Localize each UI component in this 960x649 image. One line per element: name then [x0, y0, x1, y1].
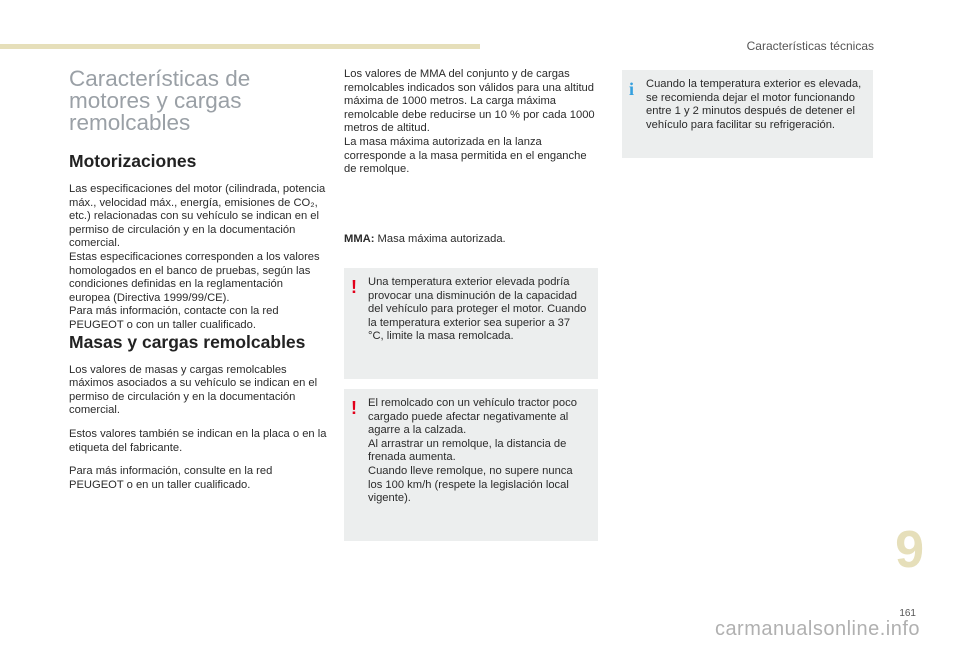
warning-box-towing: [344, 389, 598, 541]
paragraph-masas-1: Los valores de masas y cargas remolcables máximos asociados a su vehículo se indican en el permiso de circulación y en la documentación comercial.: [69, 363, 318, 417]
info-icon: i: [629, 79, 635, 99]
section-header: Características técnicas: [746, 39, 874, 53]
heading-motorizaciones: Motorizaciones: [69, 151, 197, 171]
header-rule: [0, 44, 480, 49]
page-number: 161: [899, 608, 916, 619]
paragraph-motorizaciones: Las especificaciones del motor (cilindrada, potencia máx., velocidad máx., energía, emisiones de CO₂, etc.) relacionadas con su vehículo se indican en el permiso de circulación y en la documentación comercial. Estas especificaciones corresponden a los valores homologados en el banco de pruebas, según las condiciones definidas en la reglamentación europea (Directiva 1999/99/CE). Para más información, contacte con la red PEUGEOT o con un taller cualificado.: [69, 183, 326, 331]
info-box-cooling: [622, 70, 873, 158]
mma-text: Masa máxima autorizada.: [374, 233, 506, 245]
warning-icon: !: [351, 277, 357, 297]
paragraph-masas-2: Estos valores también se indican en la placa o en la etiqueta del fabricante.: [69, 427, 327, 454]
column-middle: [344, 68, 598, 177]
warning-text-temperature: Una temperatura exterior elevada podría provocar una disminución de la capacidad del vehículo para proteger el motor. Cuando la temperatura exterior sea superior a 37 °C, limite la masa remolcada.: [368, 276, 587, 343]
warning-text-towing: El remolcado con un vehículo tractor poco cargado puede afectar negativamente al agarre a la calzada. Al arrastrar un remolque, la distancia de frenada aumenta. Cuando lleve remolque, no supere nunca los 100 km/h (respete la legislación local vigente).: [368, 397, 577, 505]
warning-box-temperature: [344, 268, 598, 379]
info-text-cooling: Cuando la temperatura exterior es elevada, se recomienda dejar el motor funcionando entre 1 y 2 minutos después de detener el vehículo para facilitar su refrigeración.: [646, 78, 862, 131]
chapter-number: 9: [895, 521, 924, 579]
warning-icon: !: [351, 398, 357, 418]
paragraph-mma: Los valores de MMA del conjunto y de cargas remolcables indicados son válidos para una altitud máxima de 1000 metros. La carga máxima remolcable debe reducirse un 10 % por cada 1000 metros de altitud. La masa máxima autorizada en la lanza corresponde a la masa permitida en el enganche de remolque.: [344, 68, 595, 176]
heading-masas: Masas y cargas remolcables: [69, 331, 306, 352]
page-title: Características de motores y cargas remolcables: [69, 66, 251, 135]
column-left: [69, 68, 327, 492]
mma-label: MMA:: [344, 233, 375, 245]
mma-definition: [344, 233, 506, 245]
paragraph-masas-3: Para más información, consulte en la red PEUGEOT o en un taller cualificado.: [69, 465, 273, 491]
watermark: carmanualsonline.info: [714, 618, 920, 640]
